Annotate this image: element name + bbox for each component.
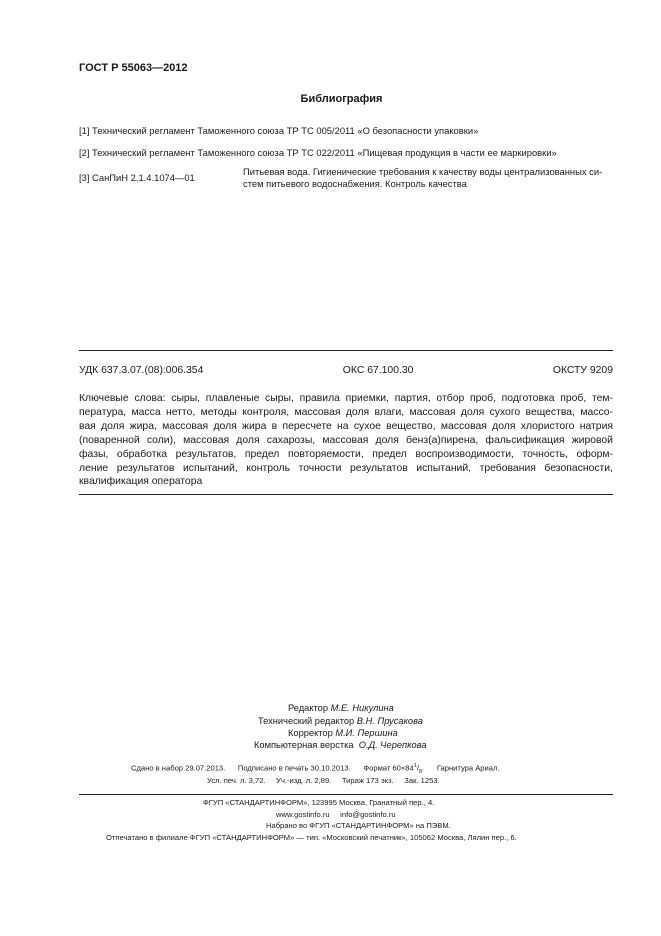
circulation: Тираж 173 экз. <box>341 776 394 785</box>
bibliography-item-3-number: [3] СанПиН 2.1.4.1074—01 <box>79 172 195 183</box>
keywords-line: ление результатов испытаний, контроль точности результатов испытаний, требования безопасности, <box>79 462 613 474</box>
corrector-name: М.И. Першина <box>335 728 398 738</box>
keywords-line: фазы, обработка результатов, предел повторяемости, предел воспроизводимости, точность, оформ- <box>79 448 613 460</box>
bibliography-item-1: [1] Технический регламент Таможенного союза ТР ТС 005/2011 «О безопасности упаковки» <box>79 125 479 136</box>
typeset-date: Сдано в набор 29.07.2013. <box>131 763 226 773</box>
format-fraction-denominator: 8 <box>418 769 423 776</box>
keywords-line: Ключевые слова: сыры, плавленые сыры, правила приемки, партия, отбор проб, подготовка проб, тем- <box>79 393 613 404</box>
udk-code: УДК 637.3.07.(08):006.354 <box>79 365 204 376</box>
publication-line-2 <box>207 776 440 785</box>
publication-line-1: Сдано в набор 29.07.2013. Подписано в печать 30.10.2013. Формат $60\times 84^1/_8$. Гарнитура Ариал. <box>131 763 500 776</box>
editor-credit <box>288 703 394 713</box>
corrector-label: Корректор <box>288 728 333 738</box>
editor-label: Редактор <box>288 703 329 713</box>
oks-code: ОКС 67.100.30 <box>342 365 414 376</box>
print-sheets: Усл. печ. л. 3,72. <box>207 776 266 785</box>
order-number: Зак. 1253. <box>404 776 440 785</box>
layout-credit <box>254 740 427 750</box>
tech-editor-name: В.Н. Прусакова <box>356 716 423 726</box>
publisher-contacts <box>276 810 396 819</box>
print-date: Подписано в печать 30.10.2013. <box>237 763 351 773</box>
okstu-code: ОКСТУ 9209 <box>552 365 613 376</box>
format-period: . <box>422 763 425 773</box>
tech-editor-label: Технический редактор <box>258 716 355 726</box>
keywords-line: (поваренной соли), массовая доля сахарозы, массовая доля бенз(а)пирена, фальсификация жировой <box>79 434 613 446</box>
bibliography-item-3-desc-line-2: стем питьевого водоснабжения. Контроль качества <box>243 178 467 189</box>
format: Формат 60×84 <box>363 763 414 773</box>
typeset-note: Набрано во ФГУП «СТАНДАРТИНФОРМ» на ПЭВМ. <box>266 821 451 830</box>
tech-editor-credit <box>258 716 423 726</box>
divider-bottom <box>79 794 613 795</box>
keywords-line: квалификация оператора <box>79 476 203 488</box>
editor-name: М.Е. Никулина <box>330 703 394 713</box>
publisher-sheets: Уч.-изд. л. 2,89. <box>276 776 332 785</box>
bibliography-title: Библиография <box>300 93 383 105</box>
publisher-email: info@gostinfo.ru <box>340 810 396 819</box>
format-fraction-numerator: 1 <box>413 763 417 769</box>
typeface: Гарнитура Ариал. <box>436 763 500 773</box>
publisher-website: www.gostinfo.ru <box>276 810 330 819</box>
keywords-paragraph <box>79 392 613 489</box>
layout-name: О.Д. Черепкова <box>358 740 427 750</box>
bibliography-item-2: [2] Технический регламент Таможенного союза ТР ТС 022/2011 «Пищевая продукция в части ее маркировки» <box>79 147 557 158</box>
standard-code: ГОСТ Р 55063—2012 <box>79 62 188 74</box>
layout-label: Компьютерная верстка <box>254 740 354 750</box>
corrector-credit <box>288 728 398 738</box>
classification-codes <box>79 365 613 376</box>
publisher-address: ФГУП «СТАНДАРТИНФОРМ», 123995 Москва, Гранатный пер., 4. <box>203 798 435 807</box>
divider-top <box>79 350 613 351</box>
keywords-line: вая доля жира, массовая доля жира в пересчете на сухое вещество, массовая доля хлористого натрия <box>79 420 613 432</box>
keywords-line: пература, масса нетто, методы контроля, массовая доля влаги, массовая доля сухого вещества, массо- <box>79 406 613 418</box>
bibliography-item-3-description <box>243 166 613 190</box>
bibliography-item-3-desc-line-1: Питьевая вода. Гигиенические требования к качеству воды централизованных си- <box>243 166 603 177</box>
divider-middle <box>79 494 613 495</box>
printed-note: Отпечатано в филиале ФГУП «СТАНДАРТИНФОРМ» — тип. «Московский печатник», 105062 Москва, Лялин пер., 6. <box>106 833 517 842</box>
